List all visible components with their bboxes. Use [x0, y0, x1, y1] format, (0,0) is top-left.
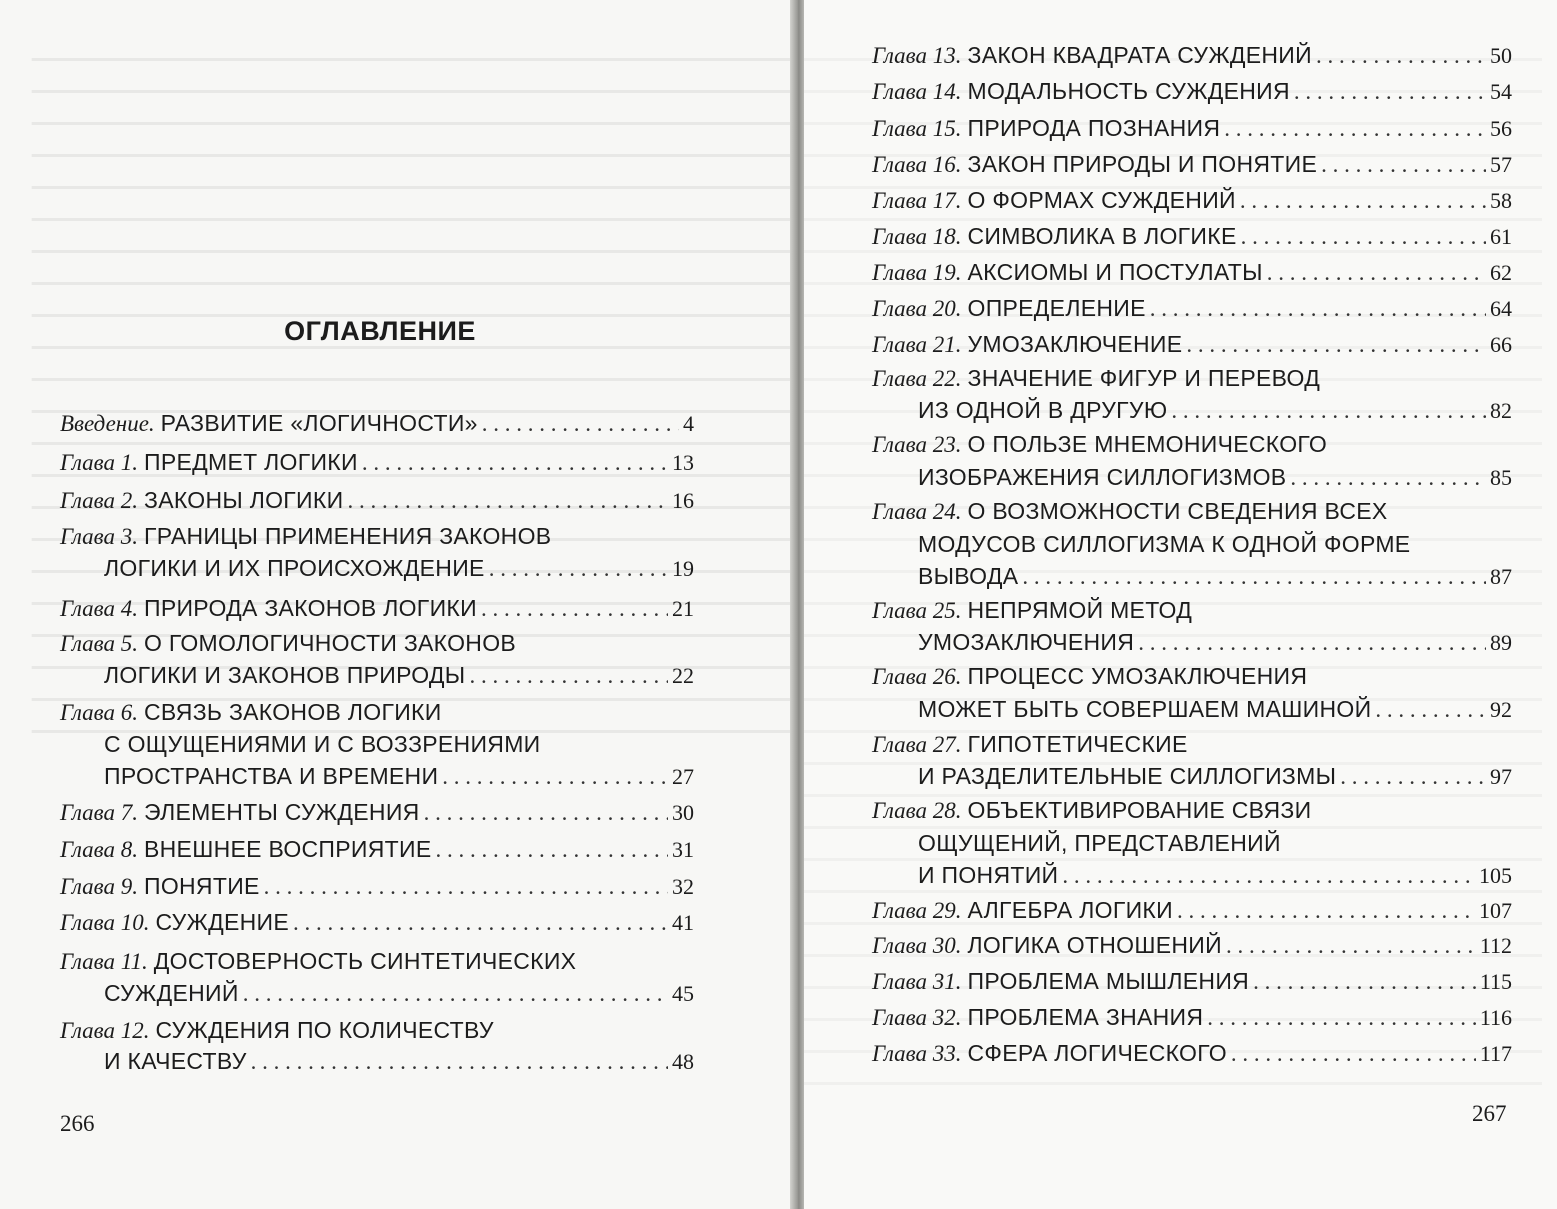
dot-leader [1138, 627, 1486, 658]
page-number: 267 [1472, 1101, 1507, 1126]
chapter-title: ГРАНИЦЫ ПРИМЕНЕНИЯ ЗАКОНОВ [144, 523, 552, 549]
chapter-title-line2: ЛОГИКИ И ЗАКОНОВ ПРИРОДЫ [104, 662, 466, 688]
dot-leader [1316, 40, 1486, 71]
chapter-title: О ФОРМАХ СУЖДЕНИЙ [967, 187, 1236, 213]
toc-entry [60, 907, 694, 938]
chapter-title: ПРОБЛЕМА ЗНАНИЯ [967, 1004, 1204, 1030]
dot-leader [362, 447, 668, 478]
chapter-title: НЕПРЯМОЙ МЕТОД [967, 597, 1193, 623]
toc-entry [872, 496, 1512, 527]
chapter-title-line2: ИЗОБРАЖЕНИЯ СИЛЛОГИЗМОВ [918, 464, 1287, 490]
dot-leader [1150, 293, 1486, 324]
chapter-label: Глава 22. [872, 366, 962, 391]
chapter-label: Глава 1. [60, 450, 138, 475]
chapter-title-line2: СУЖДЕНИЙ [104, 980, 239, 1006]
toc-entry-continuation [918, 694, 1512, 725]
chapter-label: Глава 20. [872, 296, 962, 321]
toc-entry [872, 1002, 1512, 1033]
chapter-title: ЭЛЕМЕНТЫ СУЖДЕНИЯ [144, 799, 420, 825]
chapter-title: РАЗВИТИЕ «ЛОГИЧНОСТИ» [160, 410, 478, 436]
chapter-label: Глава 27. [872, 732, 962, 757]
chapter-label: Глава 16. [872, 152, 962, 177]
chapter-label: Глава 14. [872, 79, 962, 104]
page-ref: 30 [672, 800, 694, 825]
toc-entry [60, 697, 694, 728]
toc-entry [872, 293, 1512, 324]
dot-leader [1253, 966, 1476, 997]
toc-entry [872, 329, 1512, 360]
chapter-label: Глава 26. [872, 664, 962, 689]
chapter-title: АЛГЕБРА ЛОГИКИ [967, 897, 1173, 923]
chapter-label: Глава 28. [872, 798, 962, 823]
chapter-title: ПРЕДМЕТ ЛОГИКИ [144, 449, 358, 475]
chapter-label: Глава 23. [872, 432, 962, 457]
toc-entry-continuation [918, 761, 1512, 792]
toc-entry [60, 797, 694, 828]
page-ref: 31 [672, 837, 694, 862]
chapter-label: Глава 5. [60, 631, 138, 656]
dot-leader [243, 978, 668, 1009]
chapter-label: Глава 21. [872, 332, 962, 357]
right-page [804, 0, 1557, 1209]
toc-entry [60, 593, 694, 624]
chapter-label: Глава 10. [60, 910, 150, 935]
chapter-label: Глава 4. [60, 596, 138, 621]
chapter-title-line2: ЛОГИКИ И ИХ ПРОИСХОЖДЕНИЕ [104, 555, 485, 581]
page-ref: 21 [672, 596, 694, 621]
chapter-label: Глава 7. [60, 800, 138, 825]
chapter-title: ЗНАЧЕНИЕ ФИГУР И ПЕРЕВОД [967, 365, 1321, 391]
page-ref: 16 [672, 488, 694, 513]
toc-entry-continuation [918, 860, 1512, 891]
toc-entry [872, 40, 1512, 71]
chapter-title: ЗАКОН ПРИРОДЫ И ПОНЯТИЕ [967, 151, 1318, 177]
page-ref: 22 [672, 663, 694, 688]
chapter-label: Глава 9. [60, 874, 138, 899]
page-ref: 82 [1490, 398, 1512, 423]
chapter-label: Глава 29. [872, 898, 962, 923]
toc-entry-continuation [104, 660, 694, 691]
dot-leader [1290, 462, 1486, 493]
dot-leader [442, 761, 668, 792]
page-ref: 61 [1490, 224, 1512, 249]
chapter-title-line2: МОДУСОВ СИЛЛОГИЗМА К ОДНОЙ ФОРМЕ [918, 531, 1411, 557]
dot-leader [435, 834, 668, 865]
toc-entry [60, 1015, 694, 1046]
dot-leader [1241, 221, 1486, 252]
toc-entry-continuation [918, 561, 1512, 592]
dot-leader [481, 593, 668, 624]
toc-entry [872, 76, 1512, 107]
toc-entry-continuation [104, 761, 694, 792]
toc-entry [872, 429, 1512, 460]
page-number: 266 [60, 1111, 95, 1136]
page-ref: 107 [1479, 898, 1512, 923]
chapter-title: ДОСТОВЕРНОСТЬ СИНТЕТИЧЕСКИХ [153, 948, 577, 974]
chapter-title-line2: УМОЗАКЛЮЧЕНИЯ [918, 629, 1135, 655]
page-ref: 115 [1479, 969, 1512, 994]
chapter-title-line2: С ОЩУЩЕНИЯМИ И С ВОЗЗРЕНИЯМИ [104, 731, 541, 757]
chapter-label: Глава 2. [60, 488, 138, 513]
dot-leader [1340, 761, 1486, 792]
dot-leader [1267, 257, 1486, 288]
chapter-title-line2: МОЖЕТ БЫТЬ СОВЕРШАЕМ МАШИНОЙ [918, 696, 1372, 722]
chapter-title: ОБЪЕКТИВИРОВАНИЕ СВЯЗИ [967, 797, 1312, 823]
toc-entry [60, 408, 694, 439]
page-ref: 87 [1490, 564, 1512, 589]
chapter-title: ПОНЯТИЕ [144, 873, 260, 899]
dot-leader [1207, 1002, 1476, 1033]
page-ref: 117 [1479, 1041, 1512, 1066]
toc-entry [872, 966, 1512, 997]
toc-entry-continuation [104, 1046, 694, 1077]
toc-entry [872, 795, 1512, 826]
dot-leader [469, 660, 668, 691]
page-ref: 41 [672, 910, 694, 935]
chapter-title: О ПОЛЬЗЕ МНЕМОНИЧЕСКОГО [967, 431, 1328, 457]
page-ref: 32 [672, 874, 694, 899]
page-ref: 50 [1490, 43, 1512, 68]
chapter-title: ГИПОТЕТИЧЕСКИЕ [967, 731, 1188, 757]
toc-entry [60, 521, 694, 552]
chapter-title: СИМВОЛИКА В ЛОГИКЕ [967, 223, 1237, 249]
chapter-title: СУЖДЕНИЕ [155, 909, 289, 935]
toc-entry [60, 834, 694, 865]
page-ref: 27 [672, 764, 694, 789]
chapter-title: МОДАЛЬНОСТЬ СУЖДЕНИЯ [967, 78, 1290, 104]
page-ref: 13 [672, 450, 694, 475]
page-ref: 57 [1490, 152, 1512, 177]
dot-leader [347, 485, 668, 516]
toc-entry [872, 895, 1512, 926]
toc-entry-continuation [104, 978, 694, 1009]
page-ref: 64 [1490, 296, 1512, 321]
toc-entry [60, 946, 694, 977]
chapter-title-line3: ВЫВОДА [918, 563, 1019, 589]
page-ref: 4 [683, 411, 694, 436]
dot-leader [1231, 1038, 1476, 1069]
chapter-title-line3: И ПОНЯТИЙ [918, 862, 1059, 888]
chapter-title: ЛОГИКА ОТНОШЕНИЙ [967, 932, 1222, 958]
toc-entry [872, 1038, 1512, 1069]
toc-entry [872, 661, 1512, 692]
page-ref: 116 [1479, 1005, 1512, 1030]
toc-entry [872, 221, 1512, 252]
chapter-title: ОПРЕДЕЛЕНИЕ [967, 295, 1146, 321]
page-ref: 89 [1490, 630, 1512, 655]
dot-leader [424, 797, 668, 828]
dot-leader [251, 1046, 668, 1077]
toc-entry-continuation [918, 395, 1512, 426]
chapter-title-line3: ПРОСТРАНСТВА И ВРЕМЕНИ [104, 763, 439, 789]
dot-leader [1294, 76, 1486, 107]
toc-entry [60, 871, 694, 902]
dot-leader [1224, 113, 1486, 144]
chapter-title-line2: ИЗ ОДНОЙ В ДРУГУЮ [918, 397, 1168, 423]
dot-leader [293, 907, 668, 938]
dot-leader [1062, 860, 1475, 891]
chapter-label: Глава 33. [872, 1041, 962, 1066]
dot-leader [1375, 694, 1486, 725]
page-ref: 45 [672, 981, 694, 1006]
page-ref: 92 [1490, 697, 1512, 722]
page-ref: 66 [1490, 332, 1512, 357]
chapter-label: Глава 11. [60, 949, 148, 974]
page-ref: 85 [1490, 465, 1512, 490]
chapter-label: Глава 3. [60, 524, 138, 549]
chapter-label: Глава 19. [872, 260, 962, 285]
toc-entry [872, 363, 1512, 394]
chapter-title-line2: И КАЧЕСТВУ [104, 1048, 247, 1074]
chapter-label: Глава 30. [872, 933, 962, 958]
chapter-label: Глава 18. [872, 224, 962, 249]
dot-leader [1240, 185, 1486, 216]
toc-entry-continuation [918, 627, 1512, 658]
page-ref: 48 [672, 1049, 694, 1074]
chapter-title: СУЖДЕНИЯ ПО КОЛИЧЕСТВУ [155, 1017, 494, 1043]
page-ref: 112 [1479, 933, 1512, 958]
chapter-title: ВНЕШНЕЕ ВОСПРИЯТИЕ [144, 836, 432, 862]
dot-leader [1171, 395, 1486, 426]
toc-entry-continuation [104, 553, 694, 584]
dot-leader [264, 871, 668, 902]
toc-entry [60, 485, 694, 516]
chapter-title: ПРОБЛЕМА МЫШЛЕНИЯ [967, 968, 1250, 994]
toc-entry [872, 185, 1512, 216]
chapter-title-line2: И РАЗДЕЛИТЕЛЬНЫЕ СИЛЛОГИЗМЫ [918, 763, 1337, 789]
chapter-title: АКСИОМЫ И ПОСТУЛАТЫ [967, 259, 1263, 285]
dot-leader [482, 408, 679, 439]
chapter-label: Глава 13. [872, 43, 962, 68]
chapter-label: Глава 24. [872, 499, 962, 524]
page-ref: 56 [1490, 116, 1512, 141]
dot-leader [1177, 895, 1475, 926]
chapter-label: Глава 25. [872, 598, 962, 623]
page-title: ОГЛАВЛЕНИЕ [284, 316, 476, 346]
chapter-title: СФЕРА ЛОГИЧЕСКОГО [967, 1040, 1227, 1066]
dot-leader [1186, 329, 1486, 360]
chapter-label: Глава 31. [872, 969, 962, 994]
chapter-label: Глава 17. [872, 188, 962, 213]
chapter-title: УМОЗАКЛЮЧЕНИЕ [967, 331, 1183, 357]
toc-entry [60, 447, 694, 478]
page-ref: 58 [1490, 188, 1512, 213]
chapter-title: ПРИРОДА ЗАКОНОВ ЛОГИКИ [144, 595, 477, 621]
chapter-title: ЗАКОН КВАДРАТА СУЖДЕНИЙ [967, 42, 1312, 68]
toc-entry [872, 930, 1512, 961]
page-ref: 97 [1490, 764, 1512, 789]
dot-leader [1226, 930, 1476, 961]
page-ref: 54 [1490, 79, 1512, 104]
chapter-title-line2: ОЩУЩЕНИЙ, ПРЕДСТАВЛЕНИЙ [918, 830, 1281, 856]
chapter-title: ПРОЦЕСС УМОЗАКЛЮЧЕНИЯ [967, 663, 1308, 689]
toc-entry [872, 729, 1512, 760]
chapter-title: О ВОЗМОЖНОСТИ СВЕДЕНИЯ ВСЕХ [967, 498, 1388, 524]
toc-entry [872, 149, 1512, 180]
page-ref: 105 [1479, 863, 1512, 888]
chapter-title: ЗАКОНЫ ЛОГИКИ [144, 487, 344, 513]
page-ref: 62 [1490, 260, 1512, 285]
chapter-label: Введение. [60, 411, 155, 436]
chapter-title: О ГОМОЛОГИЧНОСТИ ЗАКОНОВ [144, 630, 517, 656]
toc-entry [60, 628, 694, 659]
toc-entry-continuation [918, 462, 1512, 493]
chapter-label: Глава 6. [60, 700, 138, 725]
dot-leader [489, 553, 668, 584]
chapter-label: Глава 15. [872, 116, 962, 141]
dot-leader [1022, 561, 1486, 592]
chapter-label: Глава 8. [60, 837, 138, 862]
toc-entry [872, 595, 1512, 626]
page-ref: 19 [672, 556, 694, 581]
toc-entry [872, 257, 1512, 288]
chapter-label: Глава 32. [872, 1005, 962, 1030]
toc-entry [872, 113, 1512, 144]
chapter-title: ПРИРОДА ПОЗНАНИЯ [967, 115, 1221, 141]
chapter-title: СВЯЗЬ ЗАКОНОВ ЛОГИКИ [144, 699, 442, 725]
chapter-label: Глава 12. [60, 1018, 150, 1043]
dot-leader [1321, 149, 1486, 180]
